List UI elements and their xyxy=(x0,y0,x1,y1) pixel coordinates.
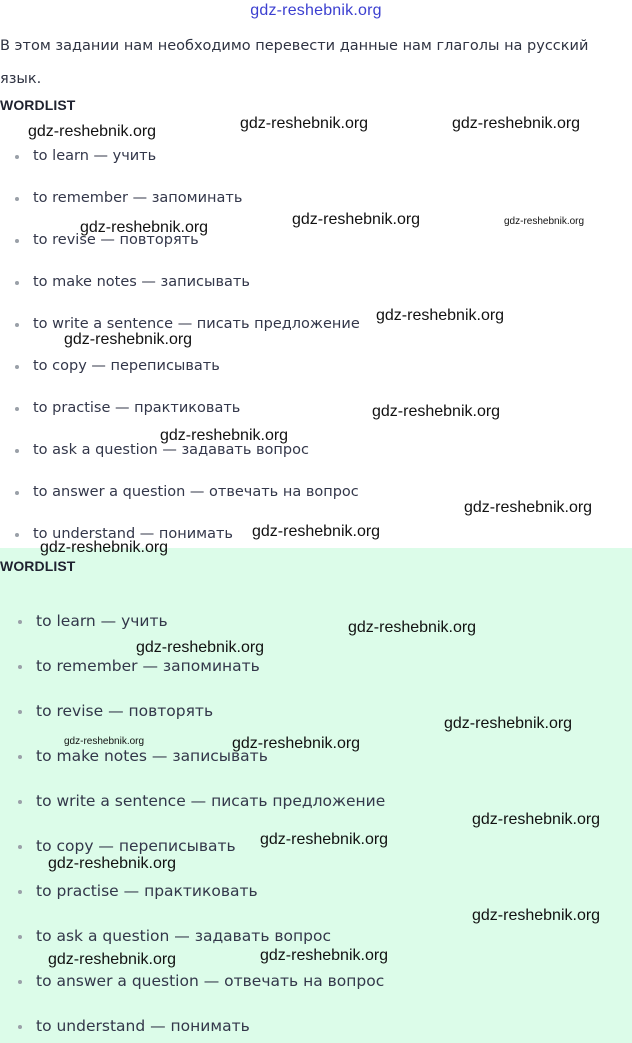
bullet-icon xyxy=(18,710,22,714)
bullet-icon xyxy=(15,197,19,201)
bullet-icon xyxy=(18,620,22,624)
watermark: gdz-reshebnik.org xyxy=(232,735,361,752)
intro-text: В этом задании нам необходимо перевести данные нам глаголы на русский язык. xyxy=(0,38,589,87)
watermark: gdz-reshebnik.org xyxy=(292,211,421,228)
watermark: gdz-reshebnik.org xyxy=(48,855,177,872)
bullet-icon xyxy=(15,365,19,369)
bullet-icon xyxy=(18,845,22,849)
wordlist-heading-1: WORDLIST xyxy=(0,97,76,113)
watermark: gdz-reshebnik.org xyxy=(80,219,209,236)
watermark: gdz-reshebnik.org xyxy=(48,951,177,968)
bullet-icon xyxy=(18,935,22,939)
watermark: gdz-reshebnik.org xyxy=(64,736,145,747)
bullet-icon xyxy=(15,281,19,285)
watermark: gdz-reshebnik.org xyxy=(372,403,501,420)
bullet-icon xyxy=(18,755,22,759)
bullet-icon xyxy=(15,323,19,327)
bullet-icon xyxy=(18,1025,22,1029)
watermark: gdz-reshebnik.org xyxy=(472,811,601,828)
bullet-icon xyxy=(18,980,22,984)
watermark: gdz-reshebnik.org xyxy=(348,619,477,636)
watermark: gdz-reshebnik.org xyxy=(160,427,289,444)
bullet-icon xyxy=(18,665,22,669)
wordlist-2: to learn — учить to remember — запоминать to revise — повторять to make notes — записывать to write a sentence — писать предложение to copy — переписывать to practise — практиковать to ask a question — задавать вопрос to answer a question — отвечать на вопрос to understand — понимать xyxy=(0,548,632,1043)
watermark: gdz-reshebnik.org xyxy=(240,115,369,132)
watermark: gdz-reshebnik.org xyxy=(64,331,193,348)
bullet-icon xyxy=(15,407,19,411)
watermark: gdz-reshebnik.org xyxy=(376,307,505,324)
bullet-icon xyxy=(15,239,19,243)
bullet-icon xyxy=(15,449,19,453)
bullet-icon xyxy=(18,890,22,894)
wordlist-1: to learn — учить to remember — запоминать to revise — повторять to make notes — записывать to write a sentence — писать предложение to copy — переписывать to practise — практиковать to ask a question — задавать вопрос to answer a question — отвечать на вопрос to understand — понимать xyxy=(0,0,632,548)
watermark: gdz-reshebnik.org xyxy=(464,499,593,516)
bullet-icon xyxy=(15,533,19,537)
watermark: gdz-reshebnik.org xyxy=(40,539,169,556)
bullet-icon xyxy=(15,155,19,159)
wordlist-heading-2: WORDLIST xyxy=(0,558,76,574)
bullet-icon xyxy=(18,800,22,804)
watermark: gdz-reshebnik.org xyxy=(504,216,585,227)
watermark: gdz-reshebnik.org xyxy=(452,115,581,132)
watermark: gdz-reshebnik.org xyxy=(260,831,389,848)
bullet-icon xyxy=(15,491,19,495)
watermark: gdz-reshebnik.org xyxy=(260,947,389,964)
watermark: gdz-reshebnik.org xyxy=(252,523,381,540)
watermark: gdz-reshebnik.org xyxy=(136,639,265,656)
watermark: gdz-reshebnik.org xyxy=(472,907,601,924)
watermark: gdz-reshebnik.org xyxy=(444,715,573,732)
watermark: gdz-reshebnik.org xyxy=(28,123,157,140)
site-header[interactable]: gdz-reshebnik.org xyxy=(250,2,382,19)
